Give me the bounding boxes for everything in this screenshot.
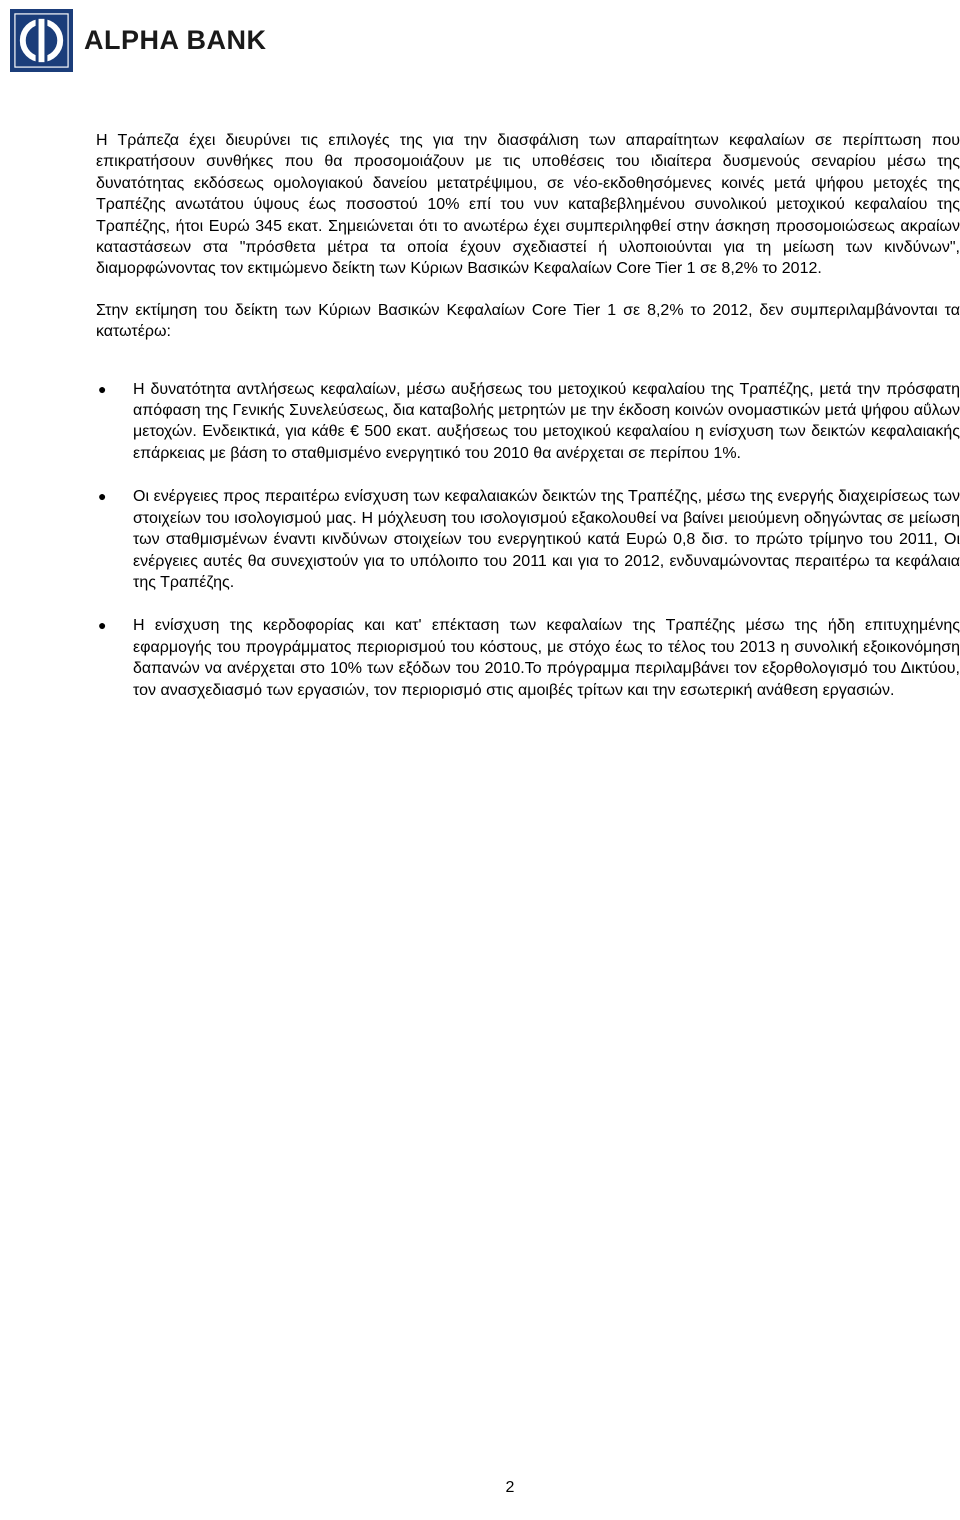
list-item xyxy=(96,615,960,701)
list-item-text: Οι ενέργειες προς περαιτέρω ενίσχυση των κεφαλαιακών δεικτών της Τραπέζης, μέσω της ενεργής διαχειρίσεως των στοιχείων του ισολογισμού μας. Η μόχλευση του ισολογισμού εξακολουθεί να βαίνει μειούμενη οδηγώντας σε μείωση των σταθμισμένων έναντι κινδύνων στοιχείων του ενεργητικού κατά Ευρώ 0,8 δισ. το πρώτο τρίμηνο του 2011, Οι ενέργειες αυτές θα συνεχιστούν για το υπόλοιπο του 2011 και για το 2012, ενδυναμώνοντας περαιτέρω τα κεφάλαια της Τραπέζης. xyxy=(133,488,960,591)
bullet-icon: ● xyxy=(98,380,107,397)
list-item-text: Η δυνατότητα αντλήσεως κεφαλαίων, μέσω αυξήσεως του μετοχικού κεφαλαίου της Τραπέζης, μετά την πρόσφατη απόφαση της Γενικής Συνελεύσεως, δια καταβολής μετρητών με την έκδοση κοινών ονομαστικών μετά ψήφου αΰλων μετοχών. Ενδεικτικά, για κάθε € 500 εκατ. αυξήσεως του μετοχικού κεφαλαίου η ενίσχυση των δεικτών κεφαλαιακής επάρκειας με βάση το σταθμισμένο ενεργητικό του 2010 θα ανέρχεται σε περίπου 1%. xyxy=(133,380,960,462)
bullet-list xyxy=(96,379,960,701)
alpha-bank-logo xyxy=(10,9,267,72)
paragraph-capital-options: Η Τράπεζα έχει διευρύνει τις επιλογές της για την διασφάλιση των απαραίτητων κεφαλαίων σε περίπτωση που επικρατήσουν συνθήκες που θα προσομοιάζουν με τις υποθέσεις του ιδιαίτερα δυσμενούς σεναρίου μέσω της δυνατότητας εκδόσεως ομολογιακού δανείου μετατρέψιμου, σε νέο-εκδοθησόμενες κοινές μετά ψήφου μετοχές της Τραπέζης ανωτάτου ύψους έως ποσοστού 10% επί του νυν καταβεβλημένου συνολικού μετοχικού κεφαλαίου της Τραπέζης, ήτοι Ευρώ 345 εκατ. Σημειώνεται ότι το ανωτέρω έχει συμπεριληφθεί στην άσκηση προσομοιώσεως ακραίων καταστάσεων στα "πρόσθετα μέτρα τα οποία έχουν σχεδιαστεί ή υλοποιούνται για τη μείωση των κινδύνων", διαμορφώνοντας τον εκτιμώμενο δείκτη των Κύριων Βασικών Κεφαλαίων Core Tier 1 σε 8,2% το 2012. xyxy=(96,132,960,278)
logo-wordmark: ALPHA BANK xyxy=(84,25,267,55)
alpha-bank-emblem-icon xyxy=(10,9,73,72)
page-number: 2 xyxy=(505,1479,515,1496)
list-item-text: Η ενίσχυση της κερδοφορίας και κατ' επέκταση των κεφαλαίων της Τραπέζης μέσω της ήδη επιτυχημένης εφαρμογής του προγράμματος περιορισμού του κόστους, με στόχο έως το τέλος του 2013 η συνολική εξοικονόμηση δαπανών να ανέρχεται στο 10% των εξόδων του 2010.Το πρόγραμμα περιλαμβάνει τον εξορθολογισμό του Δικτύου, τον ανασχεδιασμό των εργασιών, τον περιορισμό στις αμοιβές τρίτων και την εσωτερική ανάθεση εργασιών. xyxy=(133,617,960,699)
document-body xyxy=(96,130,960,701)
list-item xyxy=(96,486,960,593)
paragraph-core-tier-intro: Στην εκτίμηση του δείκτη των Κύριων Βασικών Κεφαλαίων Core Tier 1 σε 8,2% το 2012, δεν συμπεριλαμβάνονται τα κατωτέρω: xyxy=(96,301,960,341)
list-item xyxy=(96,379,960,465)
bullet-icon: ● xyxy=(98,617,107,634)
bullet-icon: ● xyxy=(98,488,107,505)
